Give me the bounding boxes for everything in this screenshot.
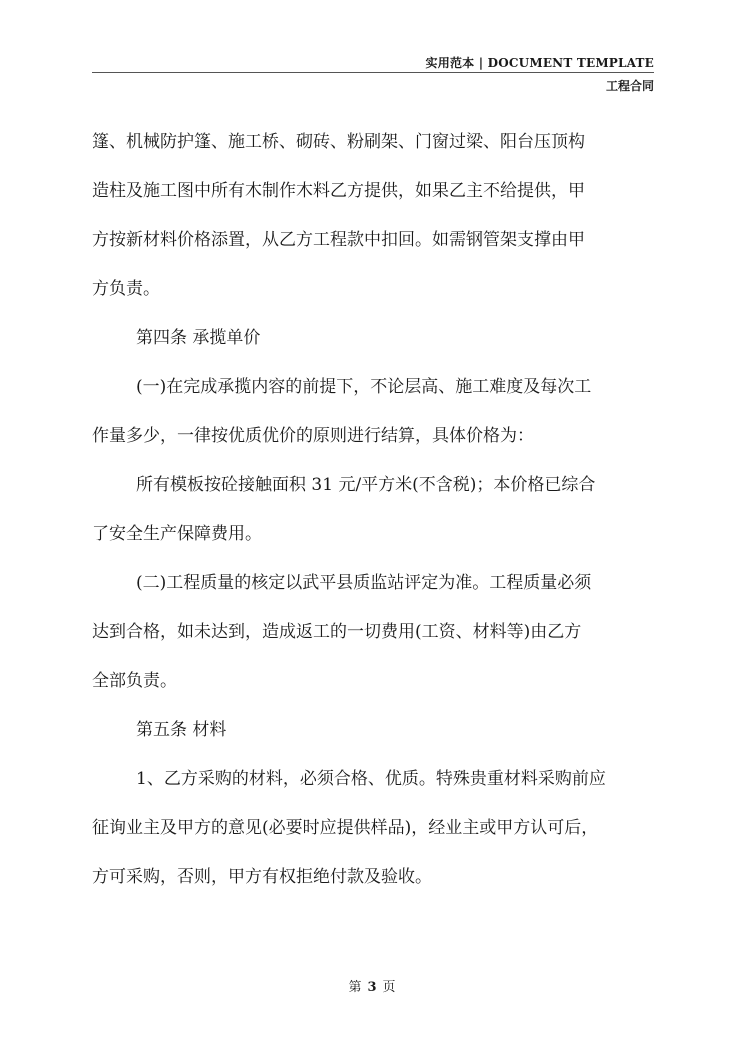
text-line: 作量多少，一律按优质优价的原则进行结算，具体价格为：	[92, 426, 534, 446]
text-line: 了安全生产保障费用。	[92, 524, 262, 544]
text-line: 全部负责。	[92, 671, 177, 691]
text-line: 篷、机械防护篷、施工桥、砌砖、粉刷架、门窗过梁、阳台压顶构	[92, 132, 585, 152]
page-number: 3	[367, 980, 377, 995]
footer-suffix: 页	[382, 980, 396, 995]
section-heading: 第五条 材料	[136, 720, 227, 740]
header-subtitle: 工程合同	[605, 79, 654, 93]
text-line: (二)工程质量的核定以武平县质监站评定为准。工程质量必须	[136, 573, 592, 593]
text-line: 征询业主及甲方的意见(必要时应提供样品)，经业主或甲方认可后，	[92, 818, 599, 838]
text-line: 1、乙方采购的材料，必须合格、优质。特殊贵重材料采购前应	[136, 769, 606, 789]
page-header	[92, 50, 654, 73]
text-line: 方可采购，否则，甲方有权拒绝付款及验收。	[92, 867, 432, 887]
text-line: 方负责。	[92, 279, 160, 299]
text-line: 造柱及施工图中所有木制作木料乙方提供，如果乙主不给提供，甲	[92, 181, 585, 201]
text-line: 方按新材料价格添置，从乙方工程款中扣回。如需钢管架支撑由甲	[92, 230, 585, 250]
footer-prefix: 第	[348, 980, 362, 995]
header-title: 实用范本 | DOCUMENT TEMPLATE	[425, 56, 654, 70]
page-footer	[0, 976, 744, 995]
text-line: 达到合格，如未达到，造成返工的一切费用(工资、材料等)由乙方	[92, 622, 582, 642]
document-body	[92, 130, 654, 889]
section-heading: 第四条 承揽单价	[136, 328, 261, 348]
text-line: 所有模板按砼接触面积 31 元/平方米(不含税)；本价格已综合	[136, 475, 596, 495]
text-line: (一)在完成承揽内容的前提下，不论层高、施工难度及每次工	[136, 377, 592, 397]
